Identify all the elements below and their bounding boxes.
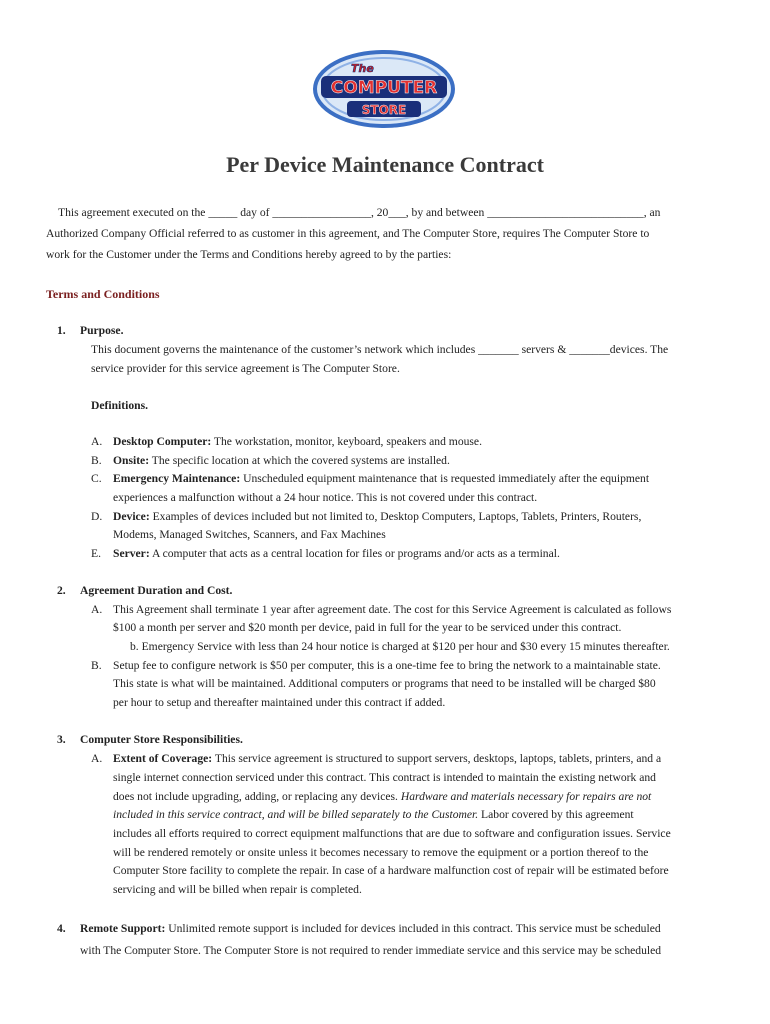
section-3-heading: Computer Store Responsibilities. — [80, 733, 243, 746]
section-4-text: Unlimited remote support is included for devices included in this contract. This service must be scheduled — [165, 922, 661, 935]
section-2-a-line-1: This Agreement shall terminate 1 year after agreement date. The cost for this Service Agreement is calculated as follows — [113, 603, 672, 616]
section-1-heading: Purpose. — [80, 324, 124, 337]
section-2-a-letter: A. — [91, 603, 103, 616]
intro-line-2: Authorized Company Official referred to as customer in this agreement, and The Computer Store, requires The Computer Store to — [46, 227, 650, 240]
section-4-line-2: with The Computer Store. The Computer Store is not required to render immediate service and this service may be scheduled — [80, 944, 662, 957]
section-2-b-letter: B. — [91, 659, 102, 672]
intro-paragraph — [46, 202, 726, 265]
section-3-a-line-5: includes all efforts required to correct equipment malfunctions that are due to software and configuration issues. Service — [113, 827, 671, 840]
section-1-line-2: service provider for this service agreement is The Computer Store. — [91, 362, 400, 375]
section-2-heading: Agreement Duration and Cost. — [80, 584, 233, 597]
def-c-term: Emergency Maintenance: — [113, 472, 241, 485]
section-3-a-letter: A. — [91, 752, 103, 765]
intro-line-1: This agreement executed on the _____ day of _________________, 20___, by and between ___________________________, an — [58, 206, 661, 219]
def-e — [113, 547, 560, 560]
company-logo — [311, 48, 457, 130]
def-a-letter: A. — [91, 435, 103, 448]
section-2-b-small: b. Emergency Service with less than 24 hour notice is charged at $120 per hour and $30 every 15 minutes thereafter. — [130, 640, 670, 653]
def-d-cont: Modems, Managed Switches, Scanners, and Fax Machines — [113, 528, 386, 541]
def-b-term: Onsite: — [113, 454, 150, 467]
def-a-term: Desktop Computer: — [113, 435, 212, 448]
def-c-cont: experiences a malfunction without a 24 hour notice. This is not covered under this contract. — [113, 491, 538, 504]
def-e-letter: E. — [91, 547, 101, 560]
section-4-number: 4. — [57, 922, 66, 935]
def-a — [113, 435, 482, 448]
intro-line-3: work for the Customer under the Terms and Conditions hereby agreed to by the parties: — [46, 248, 452, 261]
section-3-a-line-4-italic: included in this service contract, and will be billed separately to the Customer. — [113, 808, 479, 821]
document-title: Per Device Maintenance Contract — [226, 152, 544, 177]
svg-text:The: The — [351, 62, 374, 75]
section-3-a-line-1 — [113, 752, 661, 765]
def-b — [113, 454, 450, 467]
section-3-a-line-6: will be rendered remotely or onsite unless it becomes necessary to remove the equipment or a portion thereof to the — [113, 846, 649, 859]
section-4-line-1 — [80, 922, 661, 935]
section-2-a-line-2: $100 a month per server and $20 month per device, paid in full for the year to be serviced under this contract. — [113, 621, 622, 634]
section-2-b-line-1: Setup fee to configure network is $50 per computer, this is a one-time fee to bring the network to a maintainable state. — [113, 659, 661, 672]
def-d-term: Device: — [113, 510, 150, 523]
def-d-letter: D. — [91, 510, 103, 523]
definitions-heading: Definitions. — [91, 399, 149, 412]
def-d-text: Examples of devices included but not limited to, Desktop Computers, Laptops, Tablets, Printers, Routers, — [149, 510, 642, 523]
svg-text:STORE: STORE — [361, 103, 407, 117]
section-3-a-line-7: Computer Store facility to complete the repair. In case of a hardware malfunction cost of repair will be estimated before — [113, 864, 669, 877]
section-3-a-term: Extent of Coverage: — [113, 752, 213, 765]
def-d — [113, 510, 641, 523]
section-2-b-line-2: This state is what will be maintained. Additional computers or programs that need to be installed will be charged $80 — [113, 677, 656, 690]
section-3-a-line-3-plain: does not include upgrading, adding, or replacing any devices. — [113, 790, 401, 803]
section-3-a-text: This service agreement is structured to support servers, desktops, laptops, tablets, printers, and a — [212, 752, 662, 765]
section-3-number: 3. — [57, 733, 66, 746]
def-a-text: The workstation, monitor, keyboard, speakers and mouse. — [211, 435, 482, 448]
def-e-term: Server: — [113, 547, 150, 560]
section-2-number: 2. — [57, 584, 66, 597]
section-3-a-line-3 — [113, 790, 651, 803]
def-c-text: Unscheduled equipment maintenance that is requested immediately after the equipment — [240, 472, 650, 485]
def-b-letter: B. — [91, 454, 102, 467]
section-3-a-line-3-italic: Hardware and materials necessary for repairs are not — [400, 790, 652, 803]
terms-heading: Terms and Conditions — [46, 287, 160, 301]
section-3-a-line-4 — [113, 808, 634, 821]
section-3-a-line-8: servicing and will be billed when repair is completed. — [113, 883, 362, 896]
def-c — [113, 472, 649, 485]
section-1-line-1: This document governs the maintenance of the customer’s network which includes _______ servers & _______devices. The — [91, 343, 669, 356]
section-4-heading: Remote Support: — [80, 922, 166, 935]
section-3-a-line-4-plain: Labor covered by this agreement — [478, 808, 634, 821]
def-c-letter: C. — [91, 472, 102, 485]
section-3-a-line-2: single internet connection serviced under this contract. This contract is intended to maintain the existing network and — [113, 771, 656, 784]
section-1-number: 1. — [57, 324, 66, 337]
svg-text:COMPUTER: COMPUTER — [330, 78, 438, 98]
def-e-text: A computer that acts as a central location for files or programs and/or acts as a terminal. — [149, 547, 560, 560]
def-b-text: The specific location at which the covered systems are installed. — [149, 454, 450, 467]
section-2-b-line-3: per hour to setup and thereafter maintained under this contract if added. — [113, 696, 446, 709]
